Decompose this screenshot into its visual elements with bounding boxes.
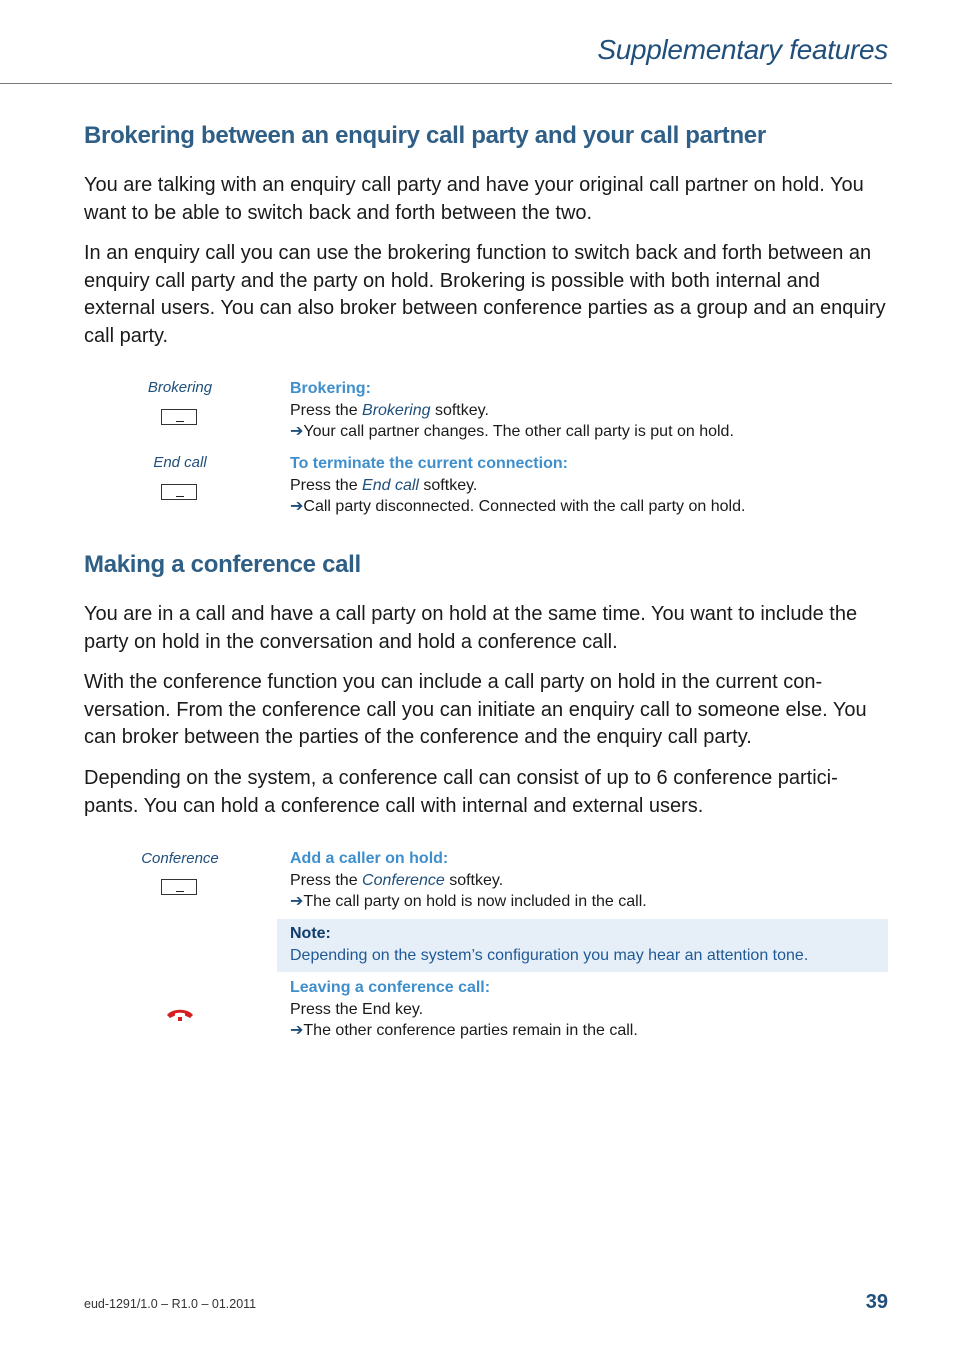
section-heading-conference: Making a conference call (84, 551, 361, 578)
step-heading: Leaving a conference call: (290, 979, 491, 996)
step-instruction: Press the Conference softkey. (290, 871, 504, 889)
paragraph: With the conference function you can include a call party on hold in the current con-versation. From the conference call you can initiate an enquiry call to someone else. You can broker between the parties of the conference and the enquiry call party. (84, 671, 867, 748)
step-result: ➔The call party on hold is now included in the call. (290, 893, 647, 910)
softkey-icon (161, 484, 197, 500)
note-heading: Note: (290, 925, 331, 942)
paragraph: Depending on the system, a conference call can consist of up to 6 conference partici-pants. You can hold a conference call with internal and external users. (84, 767, 838, 817)
step-brokering (290, 378, 888, 443)
arrow-icon: ➔ (290, 1022, 304, 1039)
step-end-call (290, 453, 888, 518)
step-result: ➔Your call partner changes. The other call party is put on hold. (290, 423, 734, 440)
step-instruction: Press the End key. (290, 1000, 424, 1018)
paragraph: In an enquiry call you can use the brokering function to switch back and forth between an enquiry call party and the party on hold. Brokering is possible with both internal and external users. You can also broker between conference parties as a group and an enquiry call party. (84, 242, 886, 347)
step-result: ➔The other conference parties remain in the call. (290, 1022, 638, 1039)
step-label-conference: Conference (141, 850, 219, 867)
header-rule (0, 83, 892, 84)
footer-doc-id: eud-1291/1.0 – R1.0 – 01.2011 (84, 1297, 257, 1311)
step-heading: Add a caller on hold: (290, 850, 449, 867)
softkey-icon (161, 879, 197, 895)
arrow-icon: ➔ (290, 498, 304, 515)
arrow-icon: ➔ (290, 893, 304, 910)
section-heading-brokering: Brokering between an enquiry call party and your call partner (84, 122, 766, 149)
note-box (277, 919, 888, 972)
step-conference (290, 848, 888, 913)
step-heading: Brokering: (290, 380, 371, 397)
step-label-end-call: End call (153, 454, 207, 471)
step-label-brokering: Brokering (147, 379, 213, 396)
arrow-icon: ➔ (290, 423, 304, 440)
step-heading: To terminate the current connection: (290, 455, 568, 472)
page-header-title: Supplementary features (597, 34, 888, 65)
end-key-icon (164, 1006, 196, 1022)
page-number: 39 (865, 1291, 888, 1313)
paragraph: You are in a call and have a call party on hold at the same time. You want to include the party on hold in the conversation and hold a conference call. (84, 603, 858, 653)
note-text: Depending on the system’s configuration you may hear an attention tone. (290, 946, 809, 964)
step-instruction: Press the End call softkey. (290, 476, 478, 494)
step-result: ➔Call party disconnected. Connected with the call party on hold. (290, 498, 746, 515)
softkey-icon (161, 409, 197, 425)
step-instruction: Press the Brokering softkey. (290, 401, 489, 419)
step-leave-conference (290, 977, 888, 1042)
paragraph: You are talking with an enquiry call party and have your original call partner on hold. You want to be able to switch back and forth between the two. (84, 174, 864, 224)
